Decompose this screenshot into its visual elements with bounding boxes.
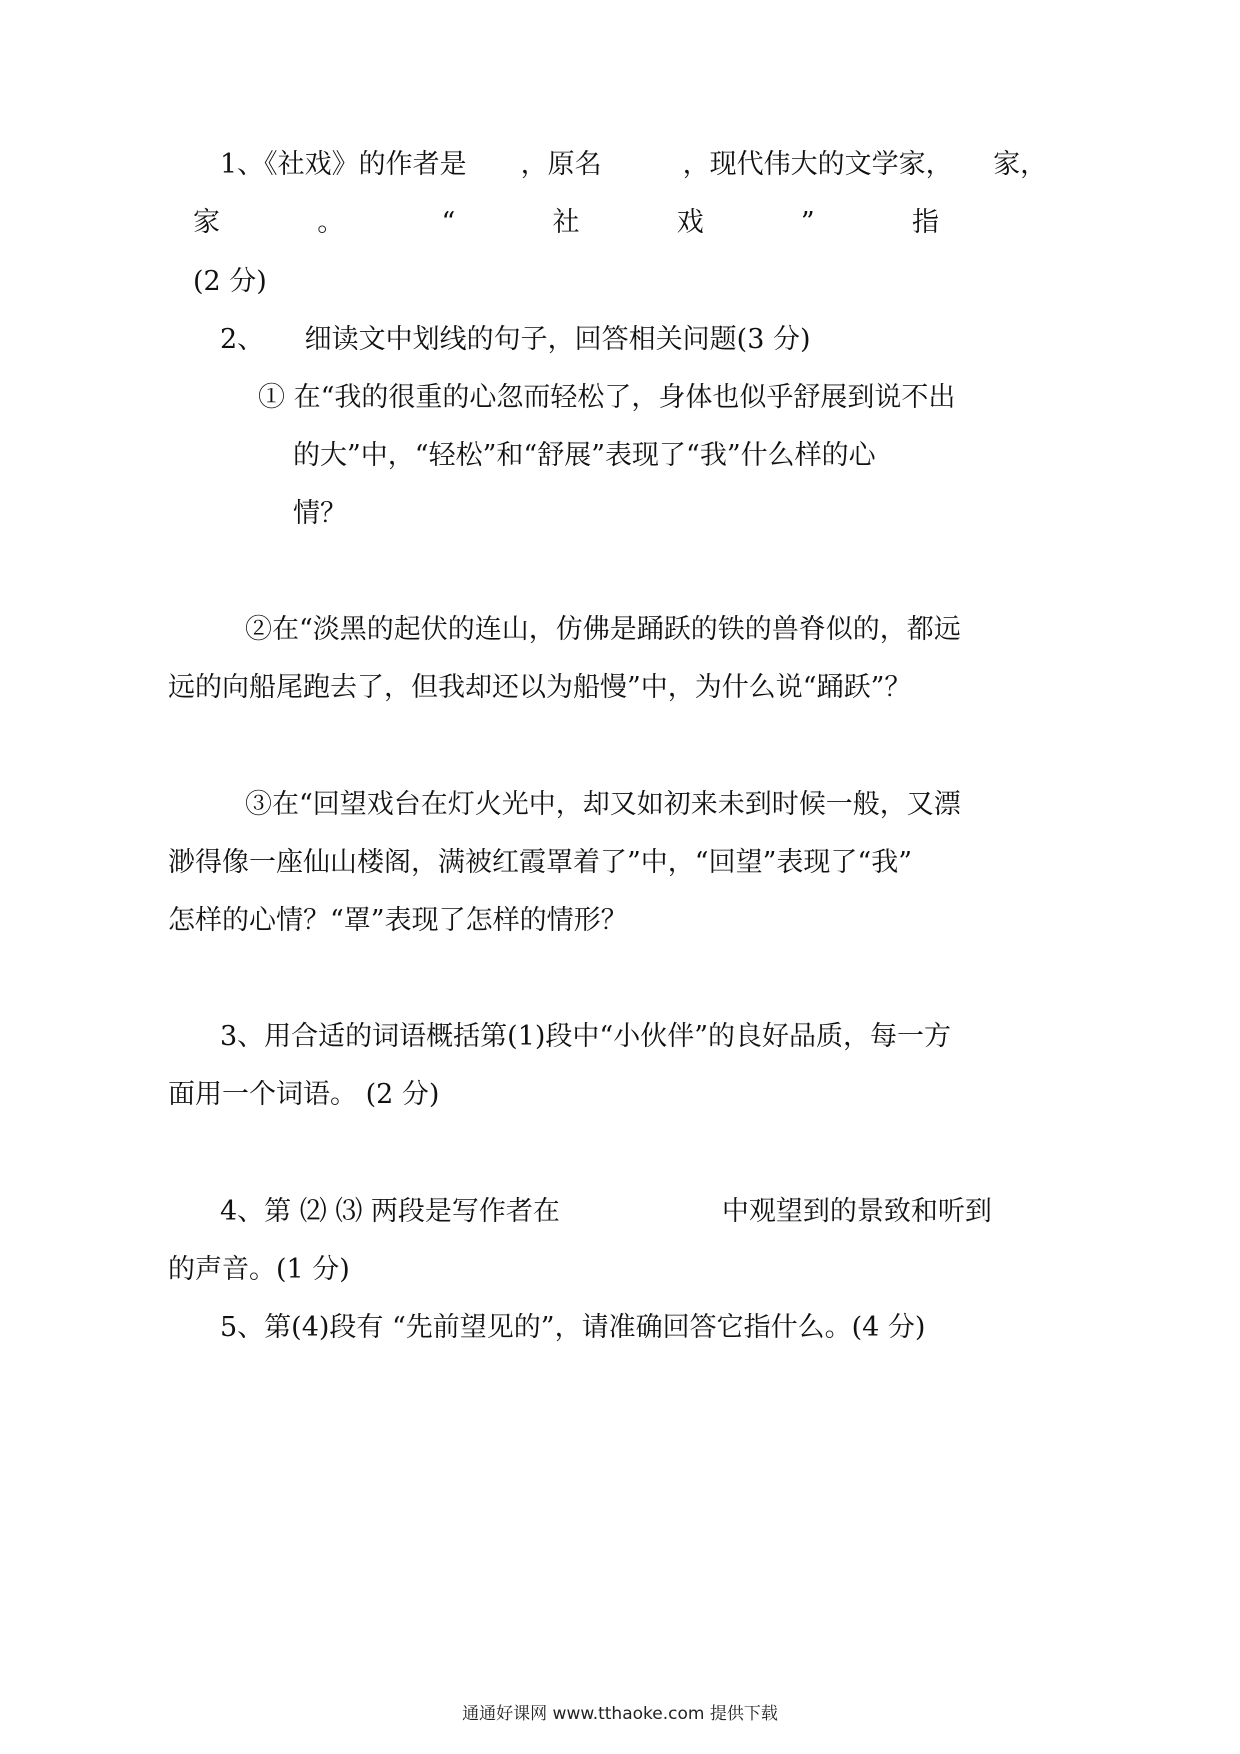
q4-line-2: 的声音。(1 分) [168,1254,350,1285]
q2-header: 2、 细读文中划线的句子，回答相关问题(3 分) [220,324,811,355]
q2-sub1-line-1: ① 在“我的很重的心忽而轻松了，身体也似乎舒展到说不出 [258,382,956,413]
q2-sub1-line-2: 的大”中，“轻松”和“舒展”表现了“我”什么样的心 [293,440,876,471]
q2-sub3-line-3: 怎样的心情？“罩”表现了怎样的情形？ [168,905,628,936]
q1-line-2-part: 指 [911,207,939,238]
q1-line-2-part: 社 [552,207,580,238]
q2-sub3-line-1: ③在“回望戏台在灯火光中，却又如初来未到时候一般，又漂 [245,789,961,820]
q1-line-2-part: ” [800,207,815,238]
q2-sub1-line-3: 情？ [293,498,347,529]
q2-sub2-line-1: ②在“淡黑的起伏的连山，仿佛是踊跃的铁的兽脊似的，都远 [245,614,961,645]
q1-line-2-part: 家 [193,207,220,238]
q3-line-2: 面用一个词语。 (2 分) [168,1079,440,1110]
q5-line-1: 5、第(4)段有 “先前望见的”，请准确回答它指什么。(4 分) [220,1312,926,1343]
q1-line-1: 1、《社戏》的作者是 ，原名 ，现代伟大的文学家， 家， [220,149,1048,180]
page-footer: 通通好课网 www.tthaoke.com 提供下载 [462,1704,778,1724]
q3-line-1: 3、用合适的词语概括第(1)段中“小伙伴”的良好品质，每一方 [220,1021,952,1052]
q2-sub2-line-2: 远的向船尾跑去了，但我却还以为船慢”中，为什么说“踊跃”？ [168,672,912,703]
q1-line-2-part: 。 [317,207,345,238]
q2-sub3-line-2: 渺得像一座仙山楼阁，满被红霞罩着了”中，“回望”表现了“我” [168,847,913,878]
q1-line-2 [193,203,939,243]
q1-line-2-part: “ [441,207,456,238]
q1-line-3: (2 分) [193,266,267,297]
q4-line-1: 4、第 ⑵ ⑶ 两段是写作者在 中观望到的景致和听到 [220,1196,992,1227]
q1-line-2-part: 戏 [676,207,704,238]
